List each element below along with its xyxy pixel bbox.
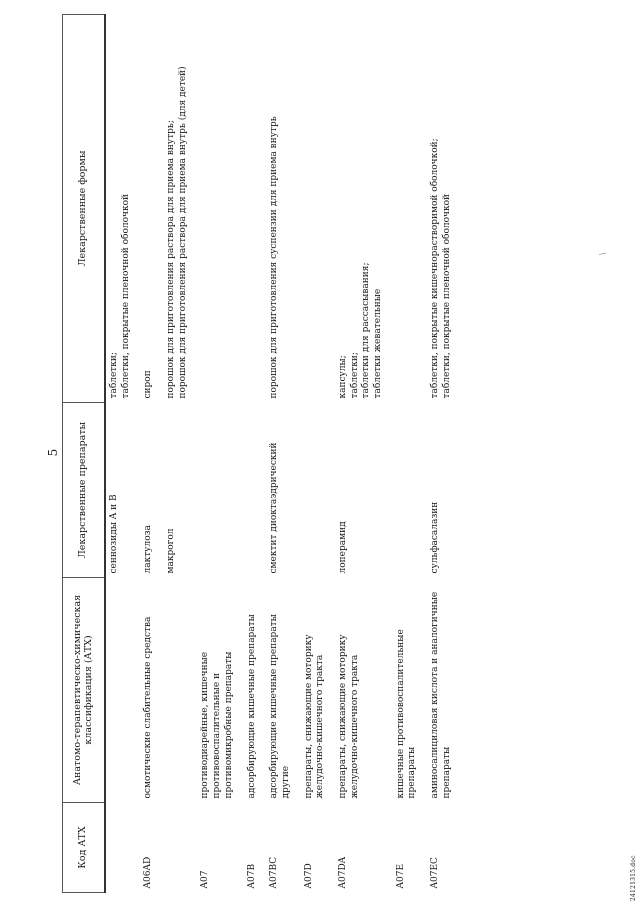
cell-classification: препараты, снижающие моторику желудочно-кишечного тракта xyxy=(303,634,326,799)
cell-code: A07DA xyxy=(337,856,348,889)
table-header-row xyxy=(63,15,106,893)
table-row xyxy=(266,15,300,893)
table-row xyxy=(301,15,335,893)
cell-code xyxy=(163,803,197,893)
drug-table xyxy=(62,14,461,893)
cell-classification: кишечные противовоспалительные препараты xyxy=(395,629,418,799)
page-number: 5 xyxy=(46,448,60,457)
table-row xyxy=(427,15,461,893)
cell-classification: препараты, снижающие моторику желудочно-кишечного тракта xyxy=(337,634,360,799)
cell-drug: макрогол xyxy=(166,528,177,574)
cell-forms: таблетки; таблетки, покрытые пленочной оболочкой xyxy=(109,194,131,399)
cell-forms: таблетки, покрытые кишечнорастворимой оболочкой; таблетки, покрытые пленочной оболочкой xyxy=(430,138,452,399)
cell-classification: противодиарейные, кишечные противовоспалительные и противомикробные препараты xyxy=(200,651,234,799)
header-forms: Лекарственные формы xyxy=(63,15,106,403)
cell-code xyxy=(105,803,140,893)
table-row xyxy=(163,15,197,893)
cell-code: A07EC xyxy=(430,857,441,889)
table-row xyxy=(335,15,393,893)
cell-forms: порошок для приготовления суспензии для приема внутрь xyxy=(269,116,280,399)
cell-classification: осмотические слабительные средства xyxy=(143,616,154,799)
cell-forms: капсулы; таблетки; таблетки для рассасывания; таблетки жевательные xyxy=(337,262,383,399)
cell-forms xyxy=(244,15,267,403)
cell-forms xyxy=(393,15,427,403)
cell-code: A07BC xyxy=(269,856,280,889)
cell-forms: сироп xyxy=(143,370,154,399)
header-classification: Анатомо-терапевтическо-химическая классификация (АТХ) xyxy=(63,578,106,803)
table-row xyxy=(393,15,427,893)
cell-classification: адсорбирующие кишечные препараты другие xyxy=(269,614,291,799)
header-code: Код АТХ xyxy=(63,803,106,893)
table-row xyxy=(140,15,163,893)
cell-forms xyxy=(197,15,243,403)
cell-drug xyxy=(393,403,427,578)
cell-drug: смектит диоктаэдрический xyxy=(269,442,280,574)
cell-drug: лактулоза xyxy=(143,525,154,574)
table-row xyxy=(244,15,267,893)
table-row xyxy=(105,15,140,893)
cell-code: A07 xyxy=(200,870,211,889)
cell-drug xyxy=(301,403,335,578)
doc-id: 24121315.doc xyxy=(630,855,637,901)
cell-classification xyxy=(105,578,140,803)
cell-code: A07D xyxy=(303,863,314,889)
table-row xyxy=(197,15,243,893)
cell-code: A07E xyxy=(395,863,406,889)
cell-classification: адсорбирующие кишечные препараты xyxy=(246,614,257,799)
cell-drug: сеннозиды A и B xyxy=(109,494,119,574)
cell-classification: аминосалициловая кислота и аналогичные препараты xyxy=(430,591,452,799)
cell-forms: порошок для приготовления раствора для приема внутрь; порошок для приготовления раствора для приема внутрь (для детей) xyxy=(166,66,188,399)
cell-drug: сульфасалазин xyxy=(430,501,441,574)
cell-code: A06AD xyxy=(143,856,154,889)
cell-drug xyxy=(197,403,243,578)
stray-mark: / xyxy=(597,250,608,258)
cell-drug xyxy=(244,403,267,578)
cell-code: A07B xyxy=(246,863,257,889)
cell-classification xyxy=(163,578,197,803)
cell-forms xyxy=(301,15,335,403)
cell-drug: лоперамид xyxy=(337,521,348,574)
header-drugs: Лекарственные препараты xyxy=(63,403,106,578)
